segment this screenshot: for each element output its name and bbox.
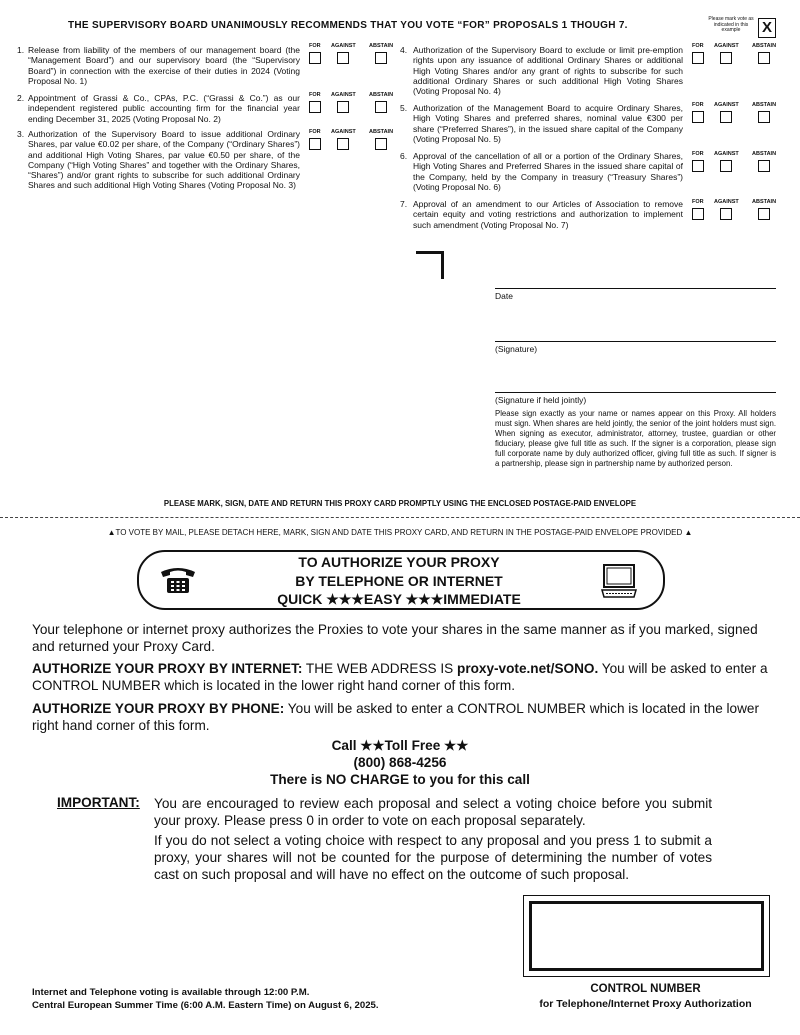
vote-label-for: FOR xyxy=(692,102,704,108)
vote-label-for: FOR xyxy=(309,129,321,135)
vote-label-abstain: ABSTAIN xyxy=(369,92,394,98)
proposal-number: 2. xyxy=(17,93,25,103)
proposal-number: 5. xyxy=(400,103,408,113)
checkbox-abstain[interactable] xyxy=(375,101,387,113)
checkbox-abstain[interactable] xyxy=(758,208,770,220)
vote-checkboxes xyxy=(692,160,782,172)
vote-labels xyxy=(692,102,782,108)
proposal-3 xyxy=(17,129,300,191)
vote-label-abstain: ABSTAIN xyxy=(369,43,394,49)
checkbox-for[interactable] xyxy=(309,101,321,113)
vote-checkboxes xyxy=(309,138,399,150)
banner-line-1: TO AUTHORIZE YOUR PROXY xyxy=(298,554,500,570)
vote-label-against: AGAINST xyxy=(714,199,739,205)
checkbox-abstain[interactable] xyxy=(375,52,387,64)
vote-label-for: FOR xyxy=(309,43,321,49)
vote-label-for: FOR xyxy=(692,199,704,205)
corner-mark xyxy=(416,251,444,279)
return-note: PLEASE MARK, SIGN, DATE AND RETURN THIS PROXY CARD PROMPTLY USING THE ENCLOSED POSTAGE-PAID ENVELOPE xyxy=(163,499,637,508)
signing-instructions: Please sign exactly as your name or names appear on this Proxy. All holders must sign. When shares are held jointly, the senior of the joint holders must sign. When signing as executor, administrator, attorney, trustee, guardian or other fiduciary, please give full title as such. If the signer is a corporation, please sign full corporate name by duly authorized officer, giving full title as such. If signer is a partnership, please sign in partnership name by authorized person. xyxy=(495,409,776,468)
proposal-7 xyxy=(400,199,683,230)
telephone-icon xyxy=(158,565,198,595)
vote-label-abstain: ABSTAIN xyxy=(752,43,777,49)
vote-label-abstain: ABSTAIN xyxy=(752,102,777,108)
signature-label: (Signature) xyxy=(495,344,538,354)
vote-labels xyxy=(692,43,782,49)
detach-line xyxy=(0,517,800,518)
detach-note: ▲TO VOTE BY MAIL, PLEASE DETACH HERE, MARK, SIGN AND DATE THIS PROXY CARD, AND RETURN IN THE POSTAGE-PAID ENVELOPE PROVIDED ▲ xyxy=(107,528,693,537)
computer-icon xyxy=(600,563,638,599)
availability-line-2: Central European Summer Time (6:00 A.M. Eastern Time) on August 6, 2025. xyxy=(32,1000,379,1011)
proposal-6 xyxy=(400,151,683,192)
control-number-subtitle: for Telephone/Internet Proxy Authorization xyxy=(539,998,752,1010)
control-number-box xyxy=(523,895,770,977)
important-paragraph-1: You are encouraged to review each proposal and select a voting choice before you submit your proxy. Please press 0 in order to vote on each proposal separately. xyxy=(154,796,712,828)
vote-labels xyxy=(692,151,782,157)
checkbox-abstain[interactable] xyxy=(758,52,770,64)
checkbox-for[interactable] xyxy=(692,208,704,220)
proposal-4 xyxy=(400,45,683,96)
vote-labels xyxy=(309,129,399,135)
joint-signature-label: (Signature if held jointly) xyxy=(495,395,587,405)
checkbox-for[interactable] xyxy=(692,160,704,172)
checkbox-against[interactable] xyxy=(720,160,732,172)
proposal-2 xyxy=(17,93,300,124)
control-number-field xyxy=(529,901,764,971)
checkbox-for[interactable] xyxy=(692,52,704,64)
proposal-number: 7. xyxy=(400,199,408,209)
checkbox-for[interactable] xyxy=(692,111,704,123)
internet-label: AUTHORIZE YOUR PROXY BY INTERNET: xyxy=(32,661,303,676)
vote-label-abstain: ABSTAIN xyxy=(752,199,777,205)
checkbox-against[interactable] xyxy=(337,52,349,64)
vote-label-against: AGAINST xyxy=(714,43,739,49)
vote-label-against: AGAINST xyxy=(714,102,739,108)
phone-label: AUTHORIZE YOUR PROXY BY PHONE: xyxy=(32,701,285,716)
vote-checkboxes xyxy=(692,111,782,123)
phone-paragraph xyxy=(32,700,772,734)
vote-block-6 xyxy=(692,151,782,172)
proposal-text: Approval of an amendment to our Articles of Association to remove certain equity and voting restrictions and authorization to implement such amendment (Voting Proposal No. 7) xyxy=(413,199,683,230)
intro-paragraph: Your telephone or internet proxy authorizes the Proxies to vote your shares in the same manner as if you marked, signed and returned your Proxy Card. xyxy=(32,622,758,654)
checkbox-abstain[interactable] xyxy=(758,111,770,123)
internet-url[interactable]: proxy-vote.net/SONO. xyxy=(457,661,599,676)
joint-signature-line[interactable] xyxy=(495,392,776,393)
proposal-number: 4. xyxy=(400,45,408,55)
availability-line-1: Internet and Telephone voting is available through 12:00 P.M. xyxy=(32,987,310,998)
checkbox-for[interactable] xyxy=(309,138,321,150)
vote-label-for: FOR xyxy=(692,43,704,49)
example-mark-box: X xyxy=(758,18,776,38)
proposal-text: Approval of the cancellation of all or a portion of the Ordinary Shares, High Voting Shares and Preferred Shares in the issued share capital of the Company, held by the Company in treasury (“Treasury Shares”) (Voting Proposal No. 6) xyxy=(413,151,683,192)
vote-label-against: AGAINST xyxy=(714,151,739,157)
vote-label-for: FOR xyxy=(309,92,321,98)
important-paragraph-2: If you do not select a voting choice with respect to any proposal and you press 1 to submit a proxy, your shares will not be counted for the purpose of determining the number of votes cast on such proposal and will have no effect on the outcome of such proposal. xyxy=(154,833,712,882)
phone-text: You will be asked to enter a CONTROL NUMBER which is located in the lower right hand corner of this form. xyxy=(32,701,760,733)
vote-block-2 xyxy=(309,92,399,113)
banner-line-2: BY TELEPHONE OR INTERNET xyxy=(295,572,503,589)
no-charge-note: There is NO CHARGE to you for this call xyxy=(270,772,530,787)
checkbox-for[interactable] xyxy=(309,52,321,64)
proposal-5 xyxy=(400,103,683,144)
vote-label-against: AGAINST xyxy=(331,43,356,49)
checkbox-against[interactable] xyxy=(720,208,732,220)
proposal-text: Appointment of Grassi & Co., CPAs, P.C. (“Grassi & Co.”) as our independent registered public accounting firm for the financial year ending December 31, 2025 (Voting Proposal No. 2) xyxy=(28,93,300,124)
voting-availability xyxy=(32,986,379,1012)
vote-checkboxes xyxy=(309,52,399,64)
vote-block-4 xyxy=(692,43,782,64)
vote-labels xyxy=(309,43,399,49)
call-toll-free: Call ★★Toll Free ★★ xyxy=(331,738,469,753)
vote-block-5 xyxy=(692,102,782,123)
date-line[interactable] xyxy=(495,288,776,289)
recommendation-header: THE SUPERVISORY BOARD UNANIMOUSLY RECOMMENDS THAT YOU VOTE “FOR” PROPOSALS 1 THOUGH 7. xyxy=(68,20,628,31)
vote-label-abstain: ABSTAIN xyxy=(369,129,394,135)
date-label: Date xyxy=(495,291,513,301)
vote-checkboxes xyxy=(692,208,782,220)
checkbox-abstain[interactable] xyxy=(375,138,387,150)
proposal-number: 6. xyxy=(400,151,408,161)
internet-text-2: You will be asked to enter a CONTROL NUMBER which is located in the lower right hand corner of this form. xyxy=(32,661,768,693)
internet-text-1: THE WEB ADDRESS IS xyxy=(302,661,458,676)
proposal-number: 3. xyxy=(17,129,25,139)
checkbox-abstain[interactable] xyxy=(758,160,770,172)
vote-block-7 xyxy=(692,199,782,220)
internet-paragraph xyxy=(32,660,772,694)
banner-text xyxy=(137,553,661,609)
vote-labels xyxy=(692,199,782,205)
vote-label-against: AGAINST xyxy=(331,129,356,135)
proposal-text: Authorization of the Supervisory Board to issue additional Ordinary Shares, par value €0.02 per share, of the Company (“Ordinary Shares”) and additional High Voting Shares, par value €0.50 per share, of the Company (“High Voting Shares” and together with the Ordinary Shares, “Shares”) and/or grant rights to subscribe for such additional Ordinary Shares and such additional High Voting Shares (Voting Proposal No. 3) xyxy=(28,129,300,191)
vote-checkboxes xyxy=(309,101,399,113)
vote-label-for: FOR xyxy=(692,151,704,157)
vote-labels xyxy=(309,92,399,98)
proposal-number: 1. xyxy=(17,45,25,55)
checkbox-against[interactable] xyxy=(720,52,732,64)
vote-label-against: AGAINST xyxy=(331,92,356,98)
checkbox-against[interactable] xyxy=(720,111,732,123)
vote-label-abstain: ABSTAIN xyxy=(752,151,777,157)
vote-checkboxes xyxy=(692,52,782,64)
checkbox-against[interactable] xyxy=(337,138,349,150)
checkbox-against[interactable] xyxy=(337,101,349,113)
important-label: IMPORTANT: xyxy=(57,795,140,810)
vote-block-1 xyxy=(309,43,399,64)
banner-line-3: QUICK ★★★EASY ★★★IMMEDIATE xyxy=(277,591,521,607)
proposal-text: Release from liability of the members of our management board (the “Management Board”) and our supervisory board (the “Supervisory Board”) in connection with the exercise of their duties in 2024 (Voting Proposal No. 1) xyxy=(28,45,300,86)
phone-number: (800) 868-4256 xyxy=(353,755,447,770)
proposal-text: Authorization of the Management Board to acquire Ordinary Shares, High Voting Shares and preferred shares, nominal value €300 per share (“Preferred Shares”), in the issued share capital of the Company (Voting Proposal No. 5) xyxy=(413,103,683,144)
control-number-title: CONTROL NUMBER xyxy=(590,983,701,995)
proposal-1 xyxy=(17,45,300,86)
signature-line[interactable] xyxy=(495,341,776,342)
example-note: Please mark vote as indicated in this example xyxy=(708,16,754,33)
proposal-text: Authorization of the Supervisory Board to exclude or limit pre-emption rights upon any issuance of additional Ordinary Shares or additional High Voting Shares and/or any grant of rights to subscribe for such additional Ordinary Shares or such additional High Voting Shares (Voting Proposal No. 4) xyxy=(413,45,683,97)
vote-block-3 xyxy=(309,129,399,150)
